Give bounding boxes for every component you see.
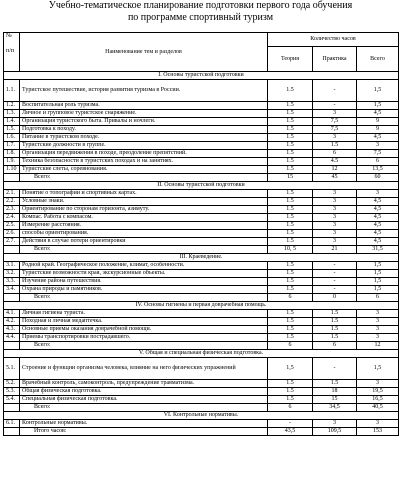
total-hours: 31,5 bbox=[357, 246, 399, 254]
section-heading-row bbox=[4, 302, 399, 310]
theory-hours: 1.5 bbox=[268, 126, 313, 134]
total-hours: 6 bbox=[357, 158, 399, 166]
theory-hours: 1.5 bbox=[268, 326, 313, 334]
header-hours: Количество часов bbox=[268, 33, 399, 47]
theory-hours: - bbox=[268, 420, 313, 428]
total-hours: 1,5 bbox=[357, 80, 399, 102]
table-row bbox=[4, 310, 399, 318]
practice-hours: 3 bbox=[313, 230, 357, 238]
theory-hours: 1.5 bbox=[268, 318, 313, 326]
topic-name: Специальная физическая подготовка. bbox=[20, 396, 268, 404]
topic-name: способы ориентирования. bbox=[20, 230, 268, 238]
total-hours: 1,5 bbox=[357, 278, 399, 286]
theory-hours: 10, 5 bbox=[268, 246, 313, 254]
topic-name: Изучение района путешествия. bbox=[20, 278, 268, 286]
row-number: 5.1. bbox=[4, 358, 20, 380]
total-hours: 3 bbox=[357, 310, 399, 318]
theory-hours: 1,5 bbox=[268, 358, 313, 380]
practice-hours: 1.5 bbox=[313, 142, 357, 150]
row-number: 1.1. bbox=[4, 80, 20, 102]
row-number: 5.2. bbox=[4, 380, 20, 388]
practice-hours: - bbox=[313, 262, 357, 270]
total-hours: 12 bbox=[357, 342, 399, 350]
practice-hours: 3 bbox=[313, 214, 357, 222]
row-number bbox=[4, 246, 20, 254]
topic-name: Охрана природы и памятников. bbox=[20, 286, 268, 294]
total-hours: 4,5 bbox=[357, 206, 399, 214]
table-row bbox=[4, 150, 399, 158]
table-row bbox=[4, 134, 399, 142]
practice-hours: 1.5 bbox=[313, 380, 357, 388]
total-hours: 3 bbox=[357, 326, 399, 334]
table-row bbox=[4, 230, 399, 238]
total-hours: 1,5 bbox=[357, 262, 399, 270]
topic-name: Организация туристского быта. Привалы и ночлеги. bbox=[20, 118, 268, 126]
table-row bbox=[4, 318, 399, 326]
section-title: III. Краеведение. bbox=[4, 254, 399, 262]
table-row bbox=[4, 270, 399, 278]
practice-hours: 18 bbox=[313, 388, 357, 396]
topic-name: Измерение расстояния. bbox=[20, 222, 268, 230]
curriculum-table bbox=[3, 32, 399, 436]
theory-hours: 1.5 bbox=[268, 158, 313, 166]
total-hours: 1,5 bbox=[357, 102, 399, 110]
row-number bbox=[4, 342, 20, 350]
header-number bbox=[4, 33, 20, 72]
practice-hours: - bbox=[313, 270, 357, 278]
practice-hours: 3 bbox=[313, 190, 357, 198]
practice-hours: - bbox=[313, 286, 357, 294]
section-total-row bbox=[4, 174, 399, 182]
total-hours: 4,5 bbox=[357, 110, 399, 118]
row-number bbox=[4, 428, 20, 436]
theory-hours: 1.5 bbox=[268, 150, 313, 158]
total-hours: 3 bbox=[357, 318, 399, 326]
practice-hours: 0 bbox=[313, 294, 357, 302]
section-heading-row bbox=[4, 72, 399, 80]
row-number bbox=[4, 294, 20, 302]
theory-hours: 1.5 bbox=[268, 334, 313, 342]
table-row bbox=[4, 190, 399, 198]
topic-name: Родной край. Географическое положение, климат, особенности. bbox=[20, 262, 268, 270]
topic-name: Контрольные нормативы. bbox=[20, 420, 268, 428]
theory-hours: 1.5 bbox=[268, 198, 313, 206]
total-hours: 4,5 bbox=[357, 134, 399, 142]
row-number: 2.1. bbox=[4, 190, 20, 198]
row-number bbox=[4, 174, 20, 182]
row-number: 6.1. bbox=[4, 420, 20, 428]
table-row bbox=[4, 102, 399, 110]
practice-hours: 1.5 bbox=[313, 334, 357, 342]
header-number-symbol: № bbox=[6, 33, 12, 39]
topic-name: Личное и групповое туристское снаряжение. bbox=[20, 110, 268, 118]
practice-hours: 3 bbox=[313, 206, 357, 214]
total-hours: 40,5 bbox=[357, 404, 399, 412]
theory-hours: 1.5 bbox=[268, 214, 313, 222]
topic-name: Приемы транспортировки пострадавшего. bbox=[20, 334, 268, 342]
table-row bbox=[4, 396, 399, 404]
total-hours: 6 bbox=[357, 294, 399, 302]
section-title: V. Общая и специальная физическая подготовка. bbox=[4, 350, 399, 358]
topic-name: Компас. Работа с компасом. bbox=[20, 214, 268, 222]
topic-name: Общая физическая подготовка. bbox=[20, 388, 268, 396]
total-hours: 4,5 bbox=[357, 198, 399, 206]
practice-hours: 1.5 bbox=[313, 326, 357, 334]
header-theory: Теория bbox=[268, 47, 313, 72]
topic-name: Ориентирование по сторонам горизонта, азимуту. bbox=[20, 206, 268, 214]
row-number: 1.6. bbox=[4, 134, 20, 142]
row-number: 2.5. bbox=[4, 222, 20, 230]
topic-name: Туристские должности в группе. bbox=[20, 142, 268, 150]
total-label: Всего: bbox=[20, 404, 268, 412]
topic-name: Строение и функции организма человека, влияние на него физических упражнений bbox=[20, 358, 268, 380]
practice-hours: 34,5 bbox=[313, 404, 357, 412]
total-hours: 1,5 bbox=[357, 286, 399, 294]
table-row bbox=[4, 126, 399, 134]
total-hours: 4,5 bbox=[357, 230, 399, 238]
practice-hours: - bbox=[313, 102, 357, 110]
row-number: 2.2. bbox=[4, 198, 20, 206]
row-number: 5.3. bbox=[4, 388, 20, 396]
title-line-1: Учебно-тематическое планирование подготовки первого года обучения bbox=[48, 0, 353, 11]
theory-hours: 1.5 bbox=[268, 102, 313, 110]
table-row bbox=[4, 110, 399, 118]
row-number: 4.2. bbox=[4, 318, 20, 326]
practice-hours: 109,5 bbox=[313, 428, 357, 436]
theory-hours: 1.5 bbox=[268, 142, 313, 150]
section-heading-row bbox=[4, 412, 399, 420]
theory-hours: 1.5 bbox=[268, 380, 313, 388]
section-total-row bbox=[4, 294, 399, 302]
header-practice: Практика bbox=[313, 47, 357, 72]
table-body bbox=[4, 72, 399, 436]
row-number: 2.3. bbox=[4, 206, 20, 214]
practice-hours: - bbox=[313, 358, 357, 380]
theory-hours: 1.5 bbox=[268, 206, 313, 214]
total-hours: 1,5 bbox=[357, 270, 399, 278]
topic-name: Туристские слеты, соревнования. bbox=[20, 166, 268, 174]
theory-hours: 1.5 bbox=[268, 310, 313, 318]
section-heading-row bbox=[4, 254, 399, 262]
table-row bbox=[4, 158, 399, 166]
header-topic-name: Наименование тем и разделов bbox=[20, 33, 268, 72]
total-hours: 153 bbox=[357, 428, 399, 436]
row-number: 3.2. bbox=[4, 270, 20, 278]
topic-name: Действия в случае потери ориентировки bbox=[20, 238, 268, 246]
total-hours: 4,5 bbox=[357, 222, 399, 230]
total-hours: 60 bbox=[357, 174, 399, 182]
row-number: 1.5. bbox=[4, 126, 20, 134]
total-hours: 4,5 bbox=[357, 214, 399, 222]
table-row bbox=[4, 206, 399, 214]
table-row bbox=[4, 222, 399, 230]
table-row bbox=[4, 380, 399, 388]
total-hours: 1,5 bbox=[357, 358, 399, 380]
topic-name: Организация передвижения в походе, преодоление препятствий. bbox=[20, 150, 268, 158]
title-line-2: по программе спортивный туризм bbox=[127, 12, 274, 23]
row-number: 4.1. bbox=[4, 310, 20, 318]
header-number-abbr: п/п bbox=[6, 47, 15, 54]
theory-hours: 1.5 bbox=[268, 80, 313, 102]
row-number: 2.6. bbox=[4, 230, 20, 238]
section-title: II. Основы туристской подготовки bbox=[4, 182, 399, 190]
topic-name: Подготовка к походу. bbox=[20, 126, 268, 134]
theory-hours: 1.5 bbox=[268, 270, 313, 278]
total-hours: 3 bbox=[357, 190, 399, 198]
total-hours: 19,5 bbox=[357, 388, 399, 396]
table-row bbox=[4, 286, 399, 294]
theory-hours: 1.5 bbox=[268, 238, 313, 246]
row-number: 2.4. bbox=[4, 214, 20, 222]
section-title: IV. Основы гигиены и первая доврачебная помощь. bbox=[4, 302, 399, 310]
practice-hours: 21 bbox=[313, 246, 357, 254]
practice-hours: 7,5 bbox=[313, 126, 357, 134]
topic-name: Техника безопасности в туристских походах и на занятиях. bbox=[20, 158, 268, 166]
practice-hours: 3 bbox=[313, 110, 357, 118]
theory-hours: 1.5 bbox=[268, 286, 313, 294]
theory-hours: 1.5 bbox=[268, 190, 313, 198]
table-row bbox=[4, 80, 399, 102]
practice-hours: 7,5 bbox=[313, 118, 357, 126]
practice-hours: 3 bbox=[313, 222, 357, 230]
table-row bbox=[4, 166, 399, 174]
theory-hours: 1.5 bbox=[268, 134, 313, 142]
row-number: 1.2. bbox=[4, 102, 20, 110]
theory-hours: 1.5 bbox=[268, 166, 313, 174]
practice-hours: 1.5 bbox=[313, 318, 357, 326]
theory-hours: 6 bbox=[268, 404, 313, 412]
header-total: Всего bbox=[357, 47, 399, 72]
topic-name: Воспитательная роль туризма. bbox=[20, 102, 268, 110]
total-label: Всего: bbox=[20, 294, 268, 302]
row-number bbox=[4, 404, 20, 412]
section-heading-row bbox=[4, 182, 399, 190]
table-row bbox=[4, 334, 399, 342]
table-row bbox=[4, 326, 399, 334]
total-hours: 4,5 bbox=[357, 238, 399, 246]
theory-hours: 1.5 bbox=[268, 118, 313, 126]
topic-name: Походная и личная медаптечка. bbox=[20, 318, 268, 326]
table-row bbox=[4, 262, 399, 270]
table-row bbox=[4, 118, 399, 126]
total-hours: 16,5 bbox=[357, 396, 399, 404]
section-total-row bbox=[4, 404, 399, 412]
theory-hours: 1.5 bbox=[268, 388, 313, 396]
theory-hours: 6 bbox=[268, 294, 313, 302]
theory-hours: 1.5 bbox=[268, 396, 313, 404]
row-number: 1.3. bbox=[4, 110, 20, 118]
topic-name: Основные приемы оказания доврачебной помощи. bbox=[20, 326, 268, 334]
section-total-row bbox=[4, 342, 399, 350]
total-label: Всего: bbox=[20, 174, 268, 182]
section-total-row bbox=[4, 428, 399, 436]
practice-hours: - bbox=[313, 80, 357, 102]
table-row bbox=[4, 142, 399, 150]
table-row bbox=[4, 214, 399, 222]
practice-hours: 12 bbox=[313, 166, 357, 174]
table-header bbox=[4, 33, 399, 72]
section-title: VI. Контрольные нормативы. bbox=[4, 412, 399, 420]
row-number: 1.10 bbox=[4, 166, 20, 174]
row-number: 4.3. bbox=[4, 326, 20, 334]
document-title bbox=[0, 0, 401, 24]
total-hours: 9 bbox=[357, 118, 399, 126]
total-label: Итого часов: bbox=[20, 428, 268, 436]
row-number: 4.4. bbox=[4, 334, 20, 342]
total-hours: 7,5 bbox=[357, 150, 399, 158]
theory-hours: 1.5 bbox=[268, 110, 313, 118]
theory-hours: 6 bbox=[268, 342, 313, 350]
practice-hours: 45 bbox=[313, 174, 357, 182]
row-number: 3.1. bbox=[4, 262, 20, 270]
table-row bbox=[4, 278, 399, 286]
topic-name: Понятие о топографии и спортивных картах. bbox=[20, 190, 268, 198]
practice-hours: 3 bbox=[313, 134, 357, 142]
row-number: 1.4. bbox=[4, 118, 20, 126]
practice-hours: 6 bbox=[313, 150, 357, 158]
theory-hours: 1.5 bbox=[268, 262, 313, 270]
theory-hours: 1.5 bbox=[268, 278, 313, 286]
practice-hours: 3 bbox=[313, 420, 357, 428]
topic-name: Врачебный контроль, самоконтроль, предупреждение травматизма. bbox=[20, 380, 268, 388]
table-row bbox=[4, 388, 399, 396]
total-label: Всего: bbox=[20, 246, 268, 254]
row-number: 5.4. bbox=[4, 396, 20, 404]
table-row bbox=[4, 358, 399, 380]
practice-hours: 3 bbox=[313, 238, 357, 246]
total-hours: 13,5 bbox=[357, 166, 399, 174]
theory-hours: 43,5 bbox=[268, 428, 313, 436]
total-hours: 3 bbox=[357, 380, 399, 388]
theory-hours: 1.5 bbox=[268, 222, 313, 230]
theory-hours: 1.5 bbox=[268, 230, 313, 238]
section-total-row bbox=[4, 246, 399, 254]
section-title: I. Основы туристской подготовки bbox=[4, 72, 399, 80]
total-hours: 3 bbox=[357, 334, 399, 342]
topic-name: Туристское путешествие, история развития туризма в России. bbox=[20, 80, 268, 102]
total-hours: 3 bbox=[357, 142, 399, 150]
row-number: 1.9. bbox=[4, 158, 20, 166]
topic-name: Условные знаки. bbox=[20, 198, 268, 206]
topic-name: Личная гигиена туриста. bbox=[20, 310, 268, 318]
total-label: Всего: bbox=[20, 342, 268, 350]
row-number: 1.8. bbox=[4, 150, 20, 158]
table-row bbox=[4, 198, 399, 206]
theory-hours: 15 bbox=[268, 174, 313, 182]
row-number: 3.4. bbox=[4, 286, 20, 294]
practice-hours: 1.5 bbox=[313, 310, 357, 318]
practice-hours: 6 bbox=[313, 342, 357, 350]
row-number: 2.7. bbox=[4, 238, 20, 246]
practice-hours: 4.5 bbox=[313, 158, 357, 166]
row-number: 3.3. bbox=[4, 278, 20, 286]
total-hours: 9 bbox=[357, 126, 399, 134]
total-hours: 3 bbox=[357, 420, 399, 428]
table-row bbox=[4, 420, 399, 428]
row-number: 1.7. bbox=[4, 142, 20, 150]
practice-hours: 3 bbox=[313, 198, 357, 206]
topic-name: Туристские возможности края, экскурсионные объекты. bbox=[20, 270, 268, 278]
practice-hours: - bbox=[313, 278, 357, 286]
section-heading-row bbox=[4, 350, 399, 358]
table-row bbox=[4, 238, 399, 246]
topic-name: Питание в туристском походе. bbox=[20, 134, 268, 142]
practice-hours: 15 bbox=[313, 396, 357, 404]
